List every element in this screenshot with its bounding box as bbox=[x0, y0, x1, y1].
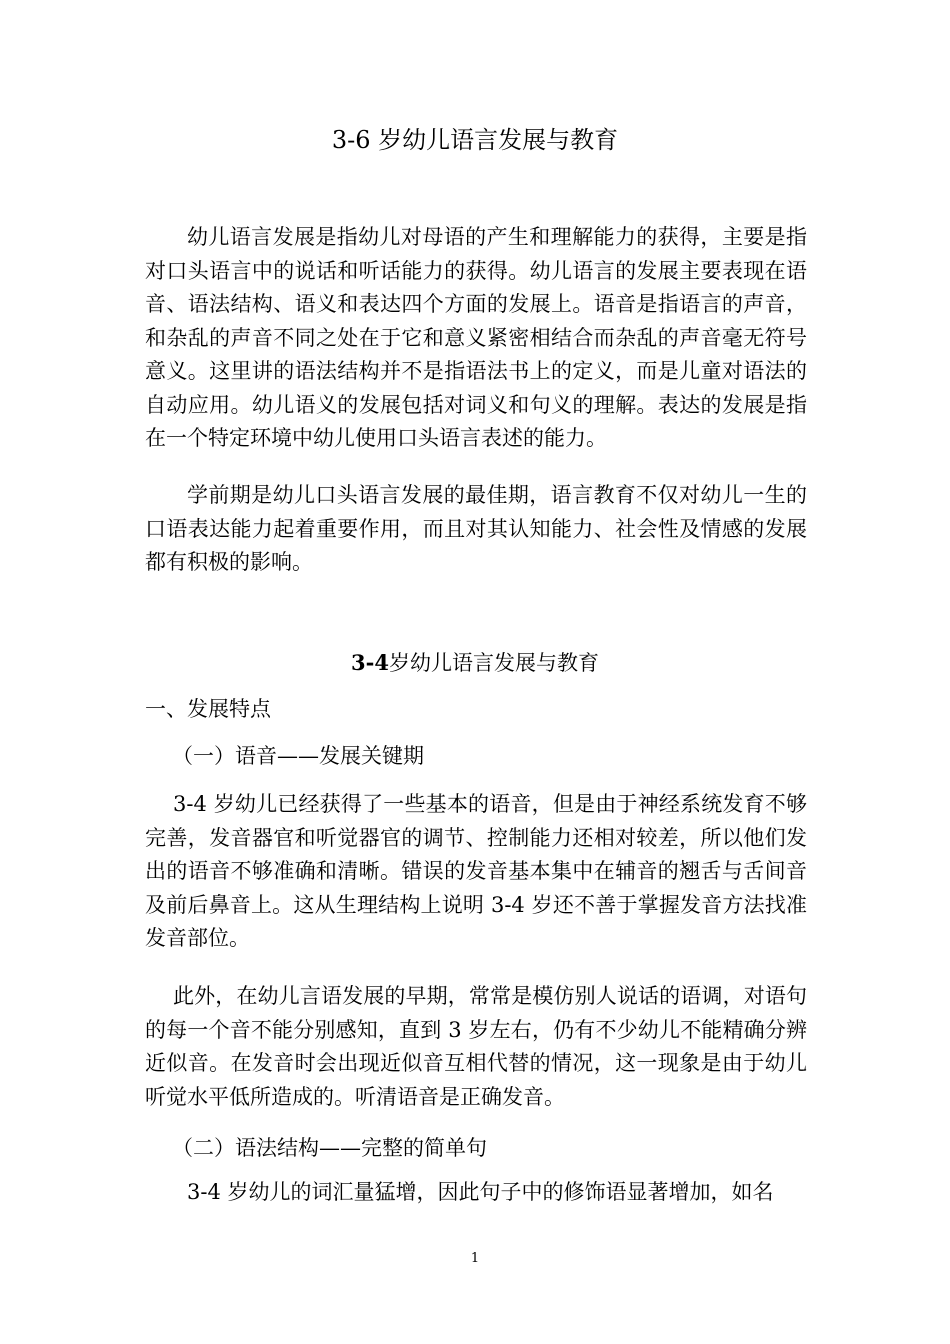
phonetics-paragraph-1: 3-4 岁幼儿已经获得了一些基本的语音，但是由于神经系统发育不够完善，发音器官和听觉器官的调节、控制能力还相对较差，所以他们发出的语音不够准确和清晰。错误的发音基本集中在辅音的翘舌与舌间音及前后鼻音上。这从生理结构上说明 3-4 岁还不善于掌握发音方法找准发音部位。 bbox=[145, 792, 807, 950]
subheading-phonetics: （一）语音——发展关键期 bbox=[172, 744, 424, 768]
page-number: 1 bbox=[470, 1251, 480, 1266]
section-title-number: 3-4 bbox=[351, 650, 389, 675]
grammar-paragraph-1: 3-4 岁幼儿的词汇量猛增，因此句子中的修饰语显著增加，如名 bbox=[187, 1180, 774, 1204]
section-title bbox=[0, 648, 950, 678]
intro-paragraph-1: 幼儿语言发展是指幼儿对母语的产生和理解能力的获得，主要是指对口头语言中的说话和听话能力的获得。幼儿语言的发展主要表现在语音、语法结构、语义和表达四个方面的发展上。语音是指语言的声音，和杂乱的声音不同之处在于它和意义紧密相结合而杂乱的声音毫无符号意义。这里讲的语法结构并不是指语法书上的定义，而是儿童对语法的自动应用。幼儿语义的发展包括对词义和句义的理解。表达的发展是指在一个特定环境中幼儿使用口头语言表述的能力。 bbox=[145, 225, 807, 450]
phonetics-paragraph-2: 此外，在幼儿言语发展的早期，常常是模仿别人说话的语调，对语句的每一个音不能分别感知，直到 3 岁左右，仍有不少幼儿不能精确分辨近似音。在发音时会出现近似音互相代替的情况，这一现象是由于幼儿听觉水平低所造成的。听清语音是正确发音。 bbox=[145, 984, 807, 1109]
intro-paragraph-2: 学前期是幼儿口头语言发展的最佳期，语言教育不仅对幼儿一生的口语表达能力起着重要作用，而且对其认知能力、社会性及情感的发展都有积极的影响。 bbox=[145, 483, 807, 574]
document-title: 3-6 岁幼儿语言发展与教育 bbox=[331, 126, 619, 154]
subheading-grammar: （二）语法结构——完整的简单句 bbox=[172, 1136, 487, 1160]
heading-development-features: 一、发展特点 bbox=[145, 697, 271, 721]
section-title-text: 岁幼儿语言发展与教育 bbox=[388, 651, 599, 675]
